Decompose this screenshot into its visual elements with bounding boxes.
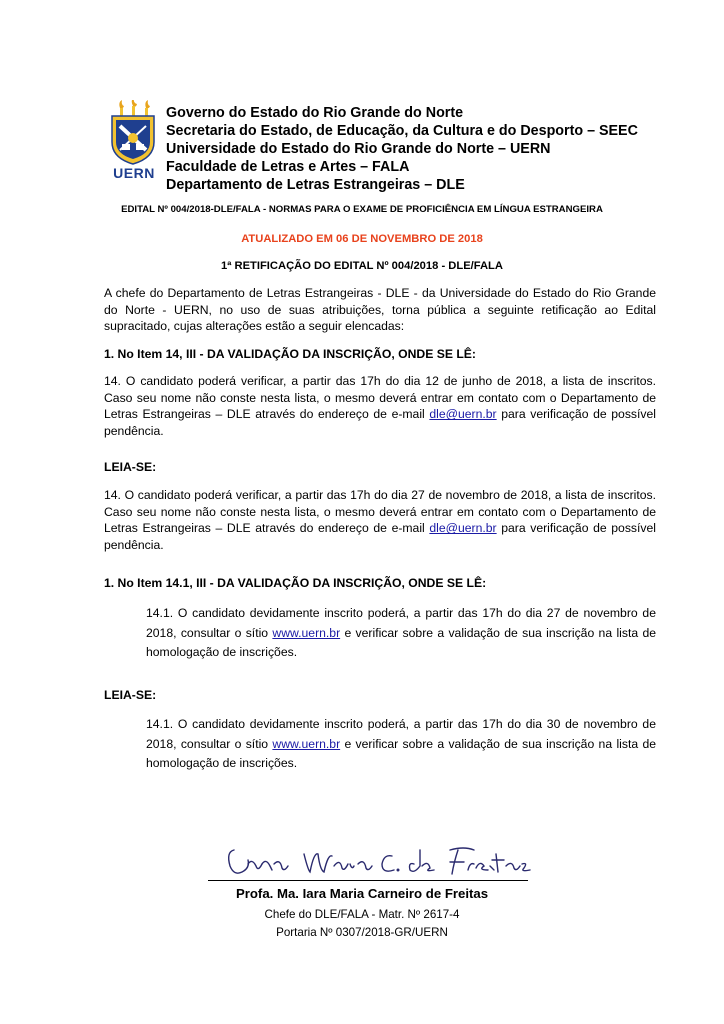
- signature-line: [208, 880, 528, 881]
- section2-read-label: LEIA-SE:: [104, 688, 157, 702]
- signatory-name: Profa. Ma. Iara Maria Carneiro de Freitas: [235, 886, 489, 901]
- section2-old-text-b: e verificar sobre a validação de sua inscrição na lista de homologação de inscrições.: [146, 625, 656, 659]
- section2-new-text: [146, 715, 656, 774]
- section1-old-text: [104, 373, 656, 439]
- header-line-secretariat: Secretaria do Estado, de Educação, da Cultura e do Desporto – SEEC: [166, 123, 638, 139]
- signatory-portaria: Portaria Nº 0307/2018-GR/UERN: [276, 926, 448, 939]
- section1-new-text-b: para verificação de possível pendência.: [104, 521, 656, 552]
- header-line-faculty: Faculdade de Letras e Artes – FALA: [166, 159, 410, 175]
- header-line-government: Governo do Estado do Rio Grande do Norte: [166, 105, 464, 121]
- section1-new-text-a: 14. O candidato poderá verificar, a partir das 17h do dia 27 de novembro de 2018, a lista de inscritos. Caso seu nome não conste nesta lista, o mesmo deverá entrar em contato com o Departamento de Letras Estrangeiras – DLE através do endereço de e-mail: [104, 488, 656, 536]
- site-link[interactable]: www.uern.br: [272, 625, 341, 640]
- header-line-university: Universidade do Estado do Rio Grande do Norte – UERN: [166, 141, 551, 157]
- section1-read-label: LEIA-SE:: [104, 460, 157, 474]
- site-link[interactable]: www.uern.br: [272, 736, 341, 751]
- section1-old-text-b: para verificação de possível pendência.: [104, 407, 656, 438]
- uern-logo: [108, 100, 158, 180]
- updated-notice: ATUALIZADO EM 06 DE NOVEMBRO DE 2018: [241, 233, 483, 245]
- signatory-role: Chefe do DLE/FALA - Matr. Nº 2617-4: [264, 908, 460, 921]
- uern-crest-icon: [108, 100, 158, 166]
- edital-title: EDITAL Nº 004/2018-DLE/FALA - NORMAS PARA O EXAME DE PROFICIÊNCIA EM LÍNGUA ESTRANGEIRA: [121, 204, 603, 215]
- section2-old-text: [146, 604, 656, 663]
- section2-heading: 1. No Item 14.1, III - DA VALIDAÇÃO DA INSCRIÇÃO, ONDE SE LÊ:: [104, 576, 487, 590]
- section1-heading: 1. No Item 14, III - DA VALIDAÇÃO DA INSCRIÇÃO, ONDE SE LÊ:: [104, 347, 476, 361]
- letterhead-lines: [166, 104, 638, 194]
- section1-old-text-a: 14. O candidato poderá verificar, a partir das 17h do dia 12 de junho de 2018, a lista de inscritos. Caso seu nome não conste nesta lista, o mesmo deverá entrar em contato com o Departamento de Letras Estrangeiras – DLE através do endereço de e-mail: [104, 374, 656, 422]
- section2-old-text-a: 14.1. O candidato devidamente inscrito poderá, a partir das 17h do dia 27 de novembro de 2018, consultar o sítio: [146, 606, 656, 640]
- letterhead: [108, 98, 668, 193]
- header-line-department: Departamento de Letras Estrangeiras – DLE: [166, 177, 465, 193]
- section1-new-text: [104, 487, 656, 553]
- section2-new-text-a: 14.1. O candidato devidamente inscrito poderá, a partir das 17h do dia 30 de novembro de 2018, consultar o sítio: [146, 717, 656, 751]
- email-link[interactable]: dle@uern.br: [429, 521, 497, 536]
- intro-paragraph: A chefe do Departamento de Letras Estrangeiras - DLE - da Universidade do Estado do Rio Grande do Norte - UERN, no uso de suas atribuições, torna pública a seguinte retificação ao Edital supracitado, cujas alterações estão a seguir elencadas:: [104, 286, 656, 334]
- section2-new-text-b: e verificar sobre a validação de sua inscrição na lista de homologação de inscrições.: [146, 736, 656, 770]
- retification-title: 1ª RETIFICAÇÃO DO EDITAL Nº 004/2018 - DLE/FALA: [221, 260, 503, 272]
- email-link[interactable]: dle@uern.br: [429, 407, 497, 422]
- logo-wordmark: UERN: [113, 165, 155, 181]
